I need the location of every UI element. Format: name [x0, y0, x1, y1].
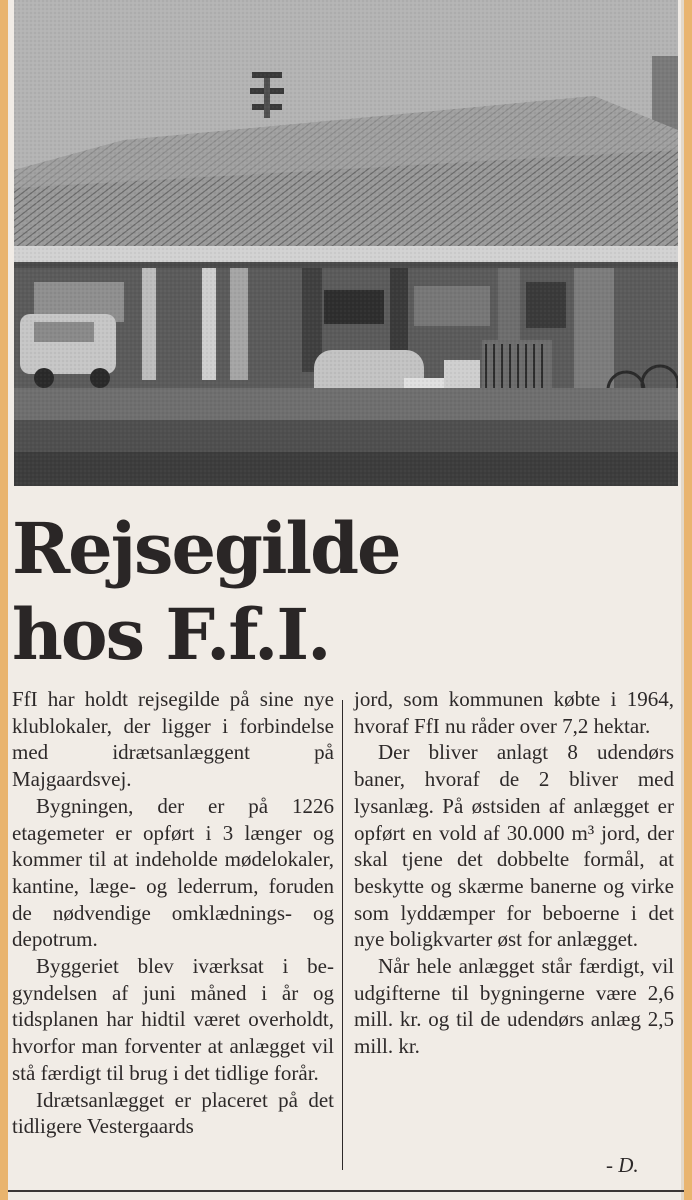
headline-line-1: Rejsegilde — [12, 507, 400, 590]
paragraph: Når hele anlægget står færdigt, vil udgifterne til bygningerne være 2,6 mill. kr. og til de udendørs anlæg 2,5 mill. kr. — [354, 954, 674, 1059]
paragraph: jord, som kommunen købte i 1964, hvoraf FfI nu råder over 7,2 hektar. — [354, 687, 674, 738]
article-column-left — [12, 686, 334, 1140]
paragraph: Idrætsanlægget er placeret på det tidligere Vestergaards — [12, 1087, 334, 1139]
paragraph: Byggeriet blev iværksat i begyndelsen af juni måned i år og tidsplanen har hidtil været overholdt, hvorfor man forventer at anlægget vil stå færdigt til brug i det tidlige forår. — [12, 954, 334, 1085]
headline-line-2: hos F.f.I. — [12, 593, 330, 676]
author-signature: - D. — [606, 1153, 639, 1177]
building-photo-drawing — [14, 0, 678, 486]
paragraph: FfI har holdt rejsegilde på sine nye klublokaler, der ligger i forbindelse med idrætsanlæggent på Majgaardsvej. — [12, 687, 334, 792]
headline — [12, 506, 672, 678]
newspaper-clipping — [8, 0, 684, 1200]
paragraph: Bygningen, der er på 1226 etagemeter er opført i 3 længer og kommer til at indeholde mødelokaler, kantine, læge- og lederrum, foruden de nødvendige omklædnings- og depotrum. — [12, 793, 334, 952]
paragraph: Der bliver anlagt 8 udendørs baner, hvoraf de 2 bliver med lysanlæg. På østsiden af anlægget er opført en vold af 30.000 m³ jord, der skal tjene det dobbelte formål, at beskytte og skærme banerne og virke som lyddæmper for beboerne i det nye boligkvarter øst for anlægget. — [354, 740, 674, 952]
column-divider — [342, 700, 343, 1170]
article-column-right — [354, 686, 674, 1060]
bottom-rule — [8, 1190, 684, 1192]
building-photo — [14, 0, 678, 486]
